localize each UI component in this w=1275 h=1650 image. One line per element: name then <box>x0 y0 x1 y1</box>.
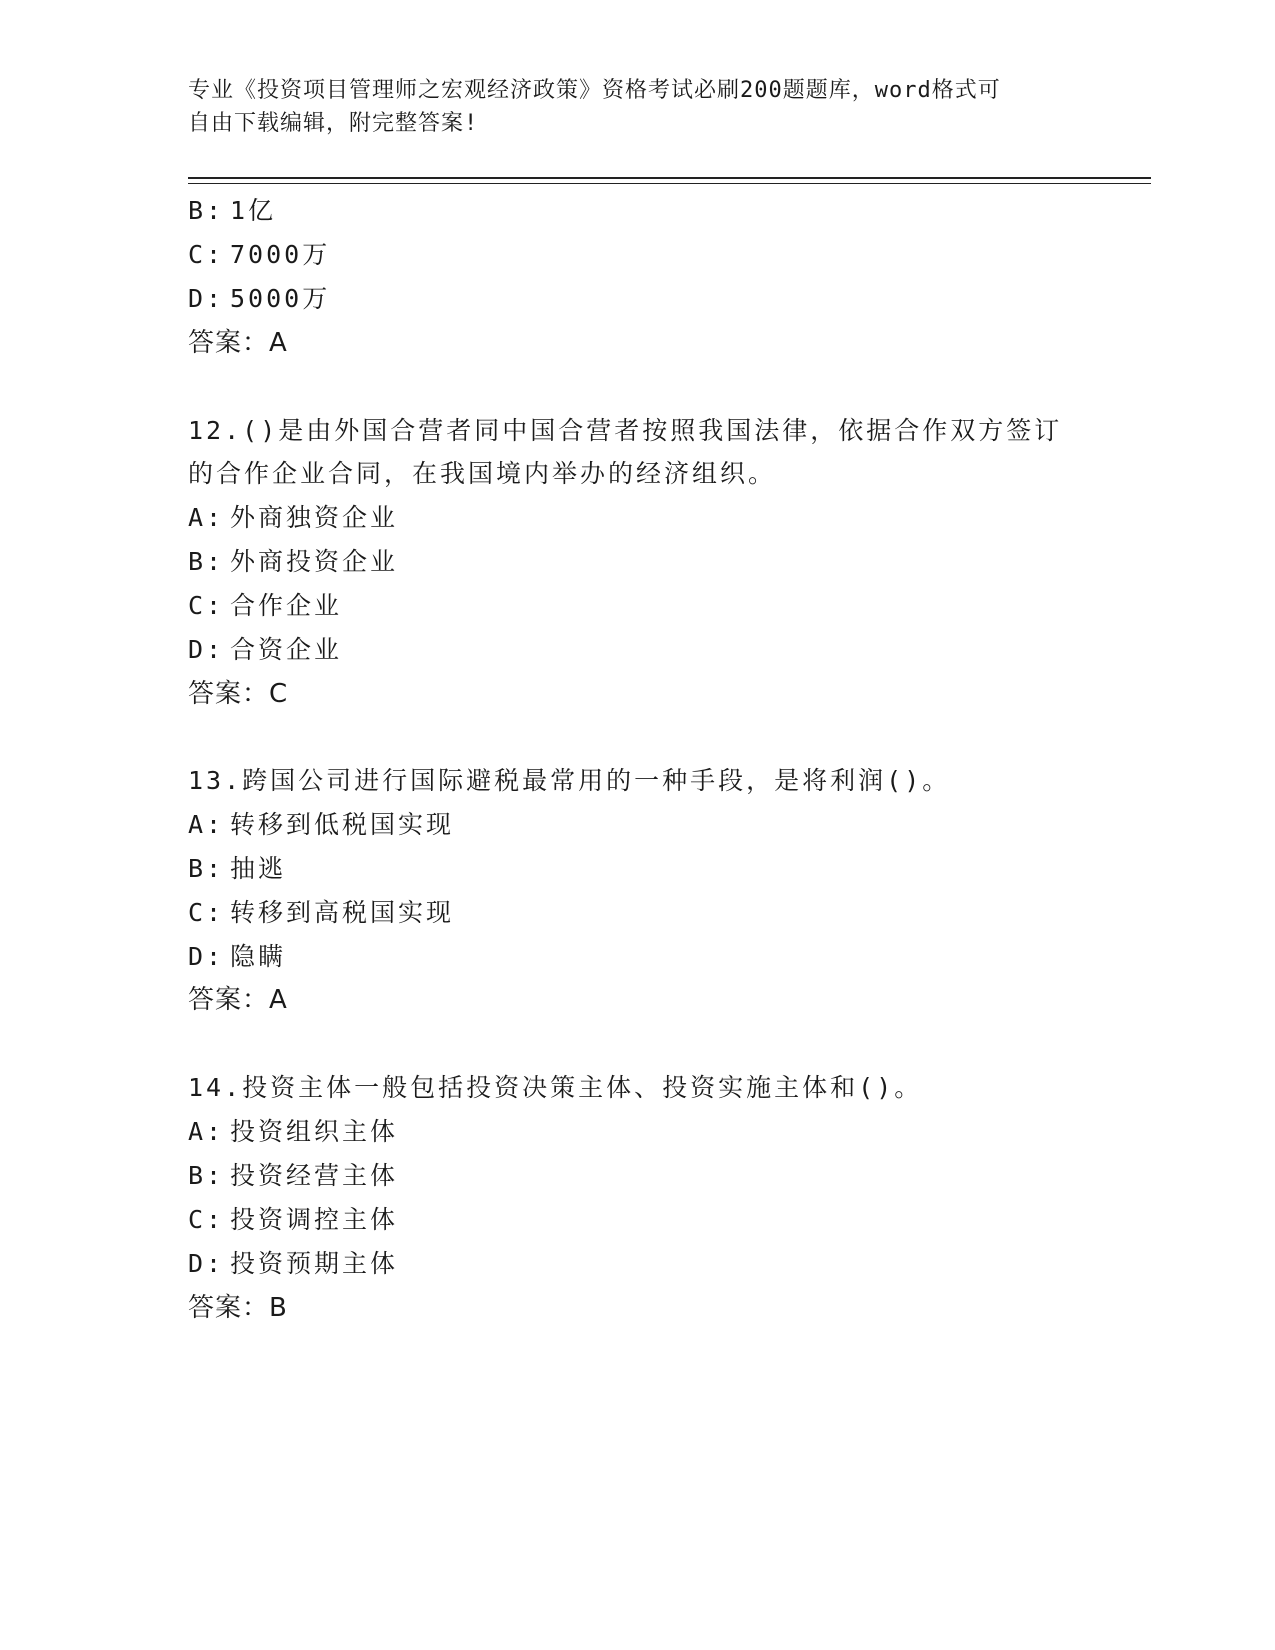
q12-option-d <box>188 633 342 667</box>
option-text: 转移到高税国实现 <box>230 898 455 927</box>
option-letter: C: <box>188 898 225 927</box>
q14-option-c <box>188 1203 398 1237</box>
q11-option-d <box>188 282 330 316</box>
q13-option-d <box>188 940 286 974</box>
q14-option-b <box>188 1159 398 1193</box>
option-letter: A: <box>188 1117 225 1146</box>
q12-option-b <box>188 545 398 579</box>
option-letter: B: <box>188 1161 225 1190</box>
option-letter: A: <box>188 503 225 532</box>
option-letter: C: <box>188 591 225 620</box>
header-divider-thick <box>188 177 1151 179</box>
header-line-2: 自由下载编辑，附完整答案! <box>188 111 479 136</box>
option-text: 外商投资企业 <box>230 547 399 576</box>
option-letter: C: <box>188 240 225 269</box>
q13-answer: 答案：A <box>188 985 288 1015</box>
q11-answer: 答案：A <box>188 328 288 358</box>
q13-option-b <box>188 852 286 886</box>
q12-stem-line-1: 12.()是由外国合营者同中国合营者按照我国法律，依据合作双方签订 <box>188 416 1063 445</box>
document-header <box>188 74 1088 140</box>
q14-option-a <box>188 1115 398 1149</box>
q14-option-d <box>188 1247 398 1281</box>
option-letter: B: <box>188 196 225 225</box>
q14-answer: 答案：B <box>188 1293 288 1323</box>
option-text: 投资经营主体 <box>230 1161 399 1190</box>
q12-stem-line-2: 的合作企业合同，在我国境内举办的经济组织。 <box>188 459 777 488</box>
header-divider-thin <box>188 183 1151 184</box>
option-letter: D: <box>188 635 225 664</box>
option-text: 1亿 <box>230 196 277 225</box>
option-letter: C: <box>188 1205 225 1234</box>
option-text: 投资预期主体 <box>230 1249 399 1278</box>
option-text: 投资组织主体 <box>230 1117 399 1146</box>
header-line-1: 专业《投资项目管理师之宏观经济政策》资格考试必刷200题题库，word格式可 <box>188 78 1001 103</box>
option-text: 5000万 <box>230 284 331 313</box>
option-letter: B: <box>188 854 225 883</box>
option-text: 转移到低税国实现 <box>230 810 455 839</box>
option-text: 合作企业 <box>230 591 343 620</box>
option-letter: D: <box>188 942 225 971</box>
option-text: 合资企业 <box>230 635 343 664</box>
option-text: 外商独资企业 <box>230 503 399 532</box>
option-text: 抽逃 <box>230 854 287 883</box>
option-letter: D: <box>188 1249 225 1278</box>
q13-stem-line-1: 13.跨国公司进行国际避税最常用的一种手段，是将利润()。 <box>188 766 951 795</box>
q12-answer: 答案：C <box>188 679 289 709</box>
q13-option-a <box>188 808 454 842</box>
option-letter: B: <box>188 547 225 576</box>
q12-option-c <box>188 589 342 623</box>
q12-option-a <box>188 501 398 535</box>
q13-option-c <box>188 896 454 930</box>
option-letter: D: <box>188 284 225 313</box>
q14-stem-line-1: 14.投资主体一般包括投资决策主体、投资实施主体和()。 <box>188 1073 923 1102</box>
option-letter: A: <box>188 810 225 839</box>
option-text: 隐瞒 <box>230 942 287 971</box>
option-text: 投资调控主体 <box>230 1205 399 1234</box>
q11-option-c <box>188 238 330 272</box>
option-text: 7000万 <box>230 240 331 269</box>
q11-option-b <box>188 194 276 228</box>
